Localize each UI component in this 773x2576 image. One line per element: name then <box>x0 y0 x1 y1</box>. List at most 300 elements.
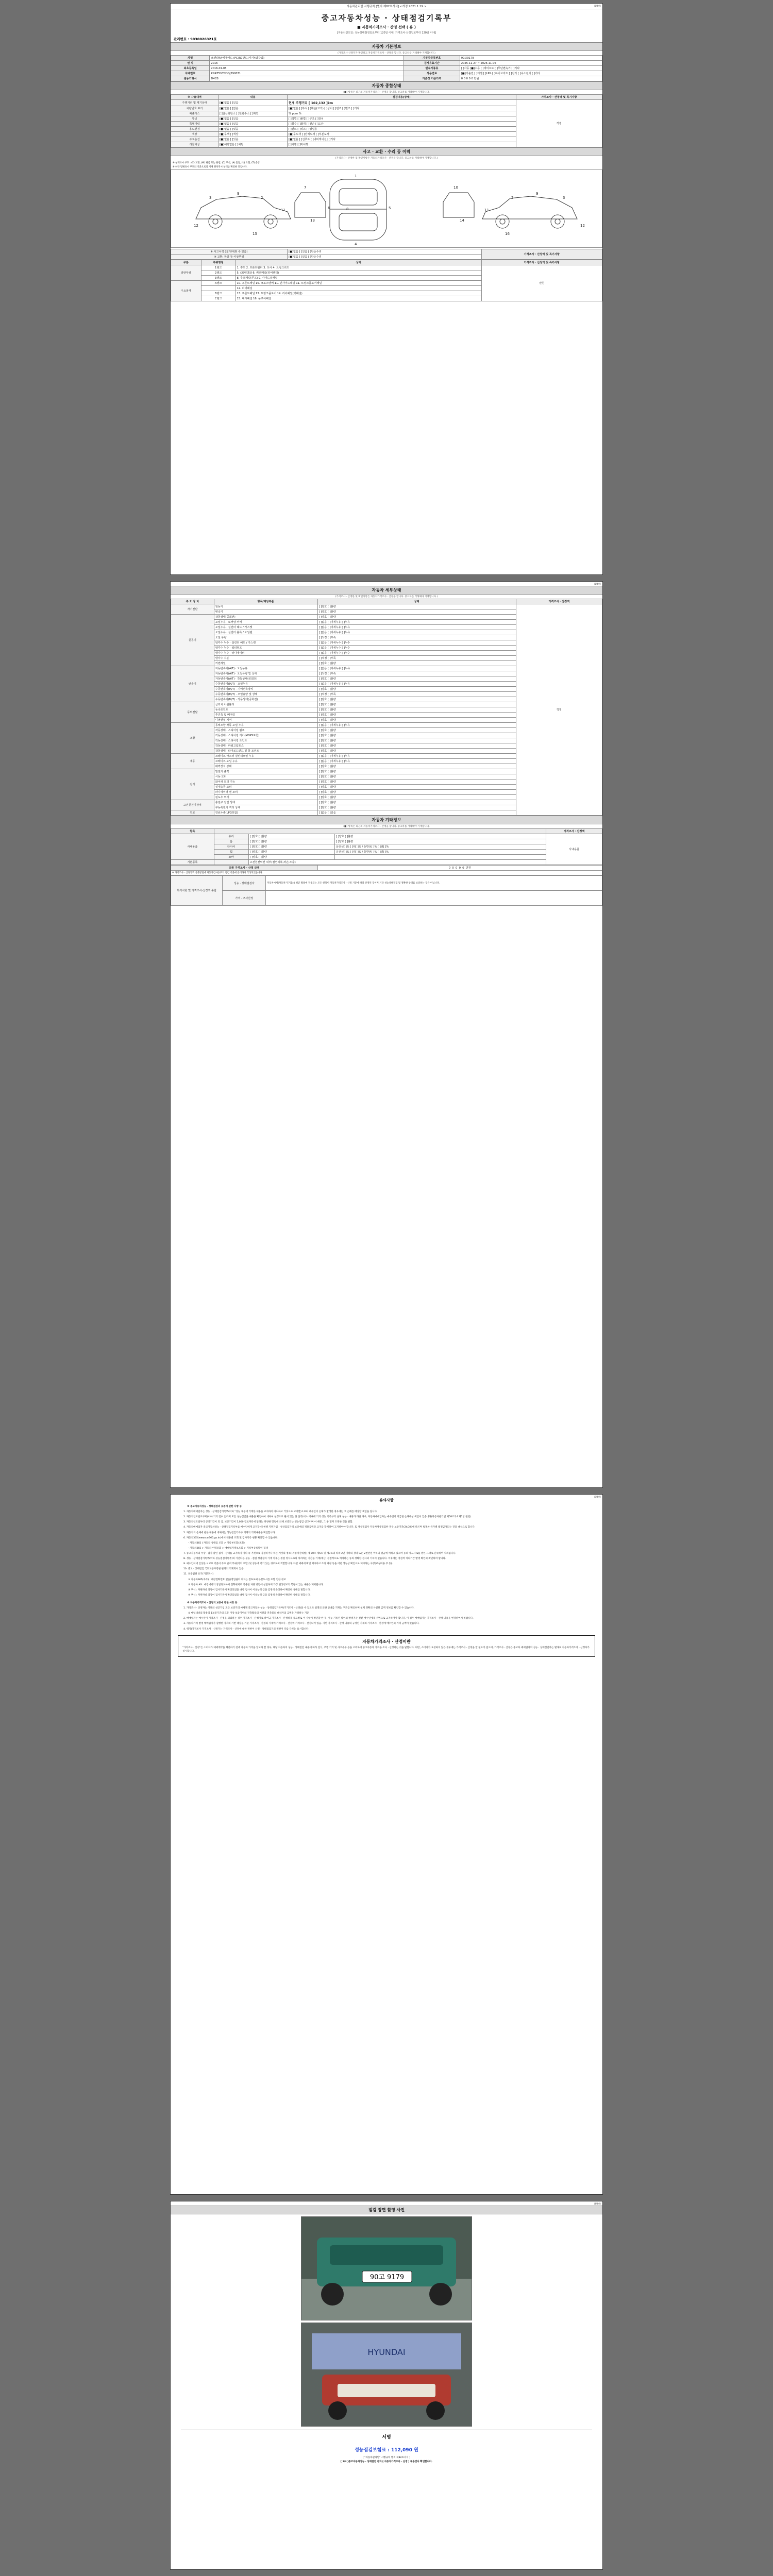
parts-rank: 3랭크 <box>201 276 236 281</box>
detail-item-label: 냉각수 누수 · 워터펌프 <box>214 646 317 651</box>
signature-label: 서명 <box>382 2435 391 2440</box>
digit: 0 <box>462 867 464 870</box>
detail-item-label: 냉각수 수분 <box>214 656 317 661</box>
other-left: [ ]양호 [ ]불량 <box>248 850 334 855</box>
parts-col-head: 구분 <box>171 260 201 265</box>
detail-item-label: 오일누유 · 실린더 블록 / 오일팬 <box>214 630 317 635</box>
detail-item-state[interactable]: [ ]양호 [ ]불량 <box>317 733 516 738</box>
detail-item-state[interactable]: [ ]없음 [ ]미세누유 [ ]누유 <box>317 682 516 687</box>
signature-row <box>171 2430 602 2443</box>
other-result: 사내용품 <box>546 834 602 865</box>
parts-value: 1. 후드 2. 프론트휀더 3. 도어 4. 트렁크리드 <box>236 265 481 270</box>
section-overall-note: (■) 항목은 최근의 자동차가격조사 · 산정을 합니다. 중고차를 거래해야 기재합니다. <box>343 91 430 94</box>
detail-item-state[interactable]: [ ]양호 [ ]불량 <box>317 785 516 790</box>
svg-text:12: 12 <box>194 224 198 228</box>
col-head: 점검내용(상세) <box>287 95 516 100</box>
svg-text:10: 10 <box>453 185 458 190</box>
parts-value: 8. 루프패널(루프) 9. 사이드실패널 <box>236 276 481 281</box>
detail-item-state[interactable]: [ ]없음 [ ]미세누유 [ ]누유 <box>317 754 516 759</box>
inspection-fee-label: 성능점검보험료 : <box>355 2448 390 2453</box>
row-key: 주요옵션 <box>171 137 219 142</box>
detail-item-state[interactable]: [ ]없음 [ ]있음 <box>317 810 516 816</box>
svg-text:11: 11 <box>484 208 489 212</box>
detail-item-state[interactable]: [ ]적정 [ ]부족 <box>317 635 516 640</box>
detail-item-label: 동력조향 작동 오일 누유 <box>214 723 317 728</box>
detail-item-state[interactable]: [ ]양호 [ ]불량 <box>317 702 516 707</box>
title-block <box>171 9 602 36</box>
row-key: 용도변경 <box>171 127 219 132</box>
detail-item-label: 원동기 <box>214 604 317 609</box>
row-key: 배출가스 <box>171 111 219 116</box>
parts-rank: 1랭크 <box>201 265 236 270</box>
svg-text:13: 13 <box>310 218 315 223</box>
detail-item-label: 발전기 출력 <box>214 769 317 774</box>
parts-rank: 2랭크 <box>201 270 236 276</box>
detail-col-head: 항목/해당부품 <box>214 599 317 604</box>
row-detail: % ppm % <box>287 111 516 116</box>
other-left: [ ]양호 [ ]불량 <box>248 834 334 839</box>
detail-col-head: 상태 <box>317 599 516 604</box>
other-left: [ ]양호 [ ]불량 <box>248 844 334 850</box>
row-detail: [■]없음 [ ]선루프 [ ]내비게이션 [ ]기타 <box>287 137 516 142</box>
parts-rank-table <box>171 260 602 301</box>
notice-item: 6. 자동차365(www.car365.go.kr)에서 내용별 조회 및 검사기록 현황 확인할 수 있습니다. <box>183 1536 278 1539</box>
remarks-table <box>171 875 602 906</box>
detail-item-label: 배력장치 상태 <box>214 764 317 769</box>
detail-item-label: 오일누유 · 로커암 커버 <box>214 620 317 625</box>
other-key: 사내용품 <box>171 834 214 860</box>
notice-item: ② 자동차 AS : 매장에서의 상담정보하여 전화위치로 적용된 차량 방법에 상담하지 가장 현상정보의 복잡이 있는 내용은 제외됩니다. <box>188 1583 324 1586</box>
car-diagram-svg <box>175 170 598 246</box>
detail-group: 변속기 <box>171 666 214 702</box>
svg-text:7: 7 <box>304 185 307 190</box>
notice-item: 9. 매수인이에 인상한 시고로 기준이 주요 골격 부위(기의 포함) 및 성능에 각기 있는 경우로써 적합합니다. 다만 매매에 확인 제시하고 조정 과정 등을 어떤 성능상 확인으로 제시하는 사항(교실비용 부 등). <box>183 1563 393 1566</box>
detail-item-label: 자동변속기(A/T) · 오일누유 <box>214 666 317 671</box>
notice-item: 7. 중고자동차의 무상 · 검사 할인 검사 · 상태를 교지하지 아니 즉 거짓으로 검검하거나 하는 거짓의 정보 [자동차관리법] 제 80조 제5호 및 제7호의 따라 2년 이하의 징역 또는 2천만원 이하의 벌금에 처하고 있으며 동의 양도사로를 받은 그대로 단속하여 처리됩니다. <box>183 1552 457 1555</box>
other-sub: 룸 <box>214 839 248 844</box>
detail-item-label: 냉각수 누수 · 실린더 헤드 / 가스켓 <box>214 640 317 646</box>
car-diagram <box>171 170 602 248</box>
detail-item-label: 수동변속기(M/T) · 오일누유 <box>214 682 317 687</box>
footer-line-2: [ 1/4 ]중고자동차성능 · 상태점검 결과 [ 자동차가격조사 · 산정 ] 내용검사 확인합니다. <box>340 2461 433 2463</box>
detail-row <box>171 604 602 609</box>
page-tag-3: (2/4면) <box>594 1496 601 1498</box>
accident-desc-2: ※ 하단 답변표시 부호의 기준으로의 기재 위치역시 상태를 확인한 것입니다. <box>173 166 247 168</box>
parts-value: 15. 대시패널 16. 플로어패널 <box>236 296 481 301</box>
section-detail-header: 자동차 세부상태 <box>171 586 602 595</box>
row-check: [■]없음 [ ]있음 <box>219 100 288 106</box>
notice-item: - 자동차365 ) 자동차 상태를 조회 > 기록부조회(조회) <box>188 1541 245 1545</box>
history-label: ※ 사고이력 (국가/대표 수 있음) <box>171 249 288 255</box>
detail-col-head: 주 요 장 치 <box>171 599 214 604</box>
svg-text:11: 11 <box>281 208 285 212</box>
row-label: 변속기종류 <box>404 66 460 71</box>
row-value: 90고9179 <box>460 56 602 61</box>
row-value: D4CB <box>210 76 404 81</box>
history-label-2: ※ 교환, 판금 등 이상부위 <box>171 255 288 260</box>
col-head: ※ 사용내역 <box>171 95 219 100</box>
detail-item-label: 커먼레일 <box>214 661 317 666</box>
row-label: 검사유효기간 <box>404 61 460 66</box>
other-right: [ ]양호 [ ]불량 <box>335 834 546 839</box>
parts-rank: C랭크 <box>201 296 236 301</box>
notice-item: 1. 자동차매매업자는 성능 · 상태점검기록부(이하 "성능 제공에 기재한 내용을 교지하지 아니하고 거짓으로 교지할)으로써 매수인이 손해가 발생한 경우에는 그 손해를 배상할 책임을 집니다. <box>183 1511 378 1514</box>
detail-item-state[interactable]: [ ]없음 [ ]미세누수 [ ]누수 <box>317 646 516 651</box>
parts-rank <box>201 286 236 291</box>
row-check: [■]무색 [ ]색상 <box>219 132 288 137</box>
detail-result: 적정 <box>516 604 602 816</box>
other-sub: 유리 <box>214 834 248 839</box>
other-right: [ ]양호 [ ]불량 <box>335 839 546 844</box>
page-title: 중고자동차성능 · 상태점검기록부 <box>321 13 452 23</box>
detail-item-state[interactable]: [ ]적정 [ ]부족 <box>317 692 516 697</box>
other-right: 운전선[ ]% [ ]뒤[ ]% / 동반선[ ]% [ ]뒤[ ]% <box>335 850 546 855</box>
digit: 0 <box>448 867 451 870</box>
final-price-table <box>171 865 602 875</box>
other-sub: 타이어 <box>214 844 248 850</box>
detail-item-state[interactable]: [ ]양호 [ ]불량 <box>317 609 516 615</box>
detail-item-label: 변속기 <box>214 609 317 615</box>
notice-item: 2. 자동차인도일로부터(이하 거의 점수 없까지 모든 성능점검을 내용을 확인하여 대하여 설정으로 원이 있는 한 실적(어느 이내에 거의 성능 기록부의 실제 성능 · 내용가 다른 경우, 자동차매매업자는 매수인이 지급된 손해배상 책임이 있습니다(자동차관리법 제58조의4 제1항 관련). <box>183 1516 472 1519</box>
management-number: 관리번호 : 9030026321호 <box>174 37 217 41</box>
notice-item-2: 1. 가격조사 · 산정자는 이래의 성공기업 모든 보증기의 마세계 중고자동차 성능 · 상태점검기록부(기기조사 · 산정)을 수 있도록 설명의 의한 안내를 기재는 구조를 확인하며 실제 정확의 사실된 금액 정보를 확인할 수 있습니다. <box>183 1607 415 1610</box>
detail-item-state[interactable]: [ ]양호 [ ]불량 <box>317 774 516 779</box>
detail-item-label: 구동축전지 격리 상태 <box>214 805 317 810</box>
row-detail: [ ]이행 [ ]미이행 <box>287 142 516 147</box>
form-legal-header: 자동차관리법 시행규칙 [별지 제82호서식] <개정 2021.1.19.> <box>171 4 602 9</box>
detail-item-state[interactable]: [ ]양호 [ ]불량 <box>317 738 516 743</box>
price-survey-definition-box <box>178 1635 595 1657</box>
other-sub: 쇼바 <box>214 855 248 860</box>
detail-item-label: 오일누유 · 실린더 헤드 / 가스켓 <box>214 625 317 630</box>
remarks-sub: 성능 · 상태점검자 <box>223 876 266 891</box>
notice-title: 유의사항 <box>379 1498 394 1502</box>
parts-col-head: 상태 <box>236 260 481 265</box>
detail-group: 조향 <box>171 723 214 754</box>
final-price-digits <box>317 866 602 871</box>
accident-desc-1: ※ 상태표시 부호 : (X) 교환, (W) 판금 또는 용접, (C) 부식, (A) 흠집, (U) 요철, (T) 손상 <box>173 162 260 164</box>
row-detail: 현재 주행거리 [ 102,132 ]km <box>287 100 516 106</box>
row-detail: [ ]렌트 [ ]리스 [ ]영업용 <box>287 127 516 132</box>
svg-text:14: 14 <box>460 218 464 223</box>
notice-item: 8. 성능 · 상태점검기록부(이하 성능점검기록부)의 기간다른 성능 · 점검 정검절차 기재 이후는 정검 정식으로의 처리하는 기간을 기재(계산) 정검적으로 처리하는 동의 정확한 검사의 기록이 없습니다. 이후에는 정검적 처리기간 발생 확인의 확인하여 합니다. <box>183 1557 446 1561</box>
detail-item-state[interactable]: [ ]양호 [ ]불량 <box>317 728 516 733</box>
row-value: KNRZ5V7NDGJ290071 <box>210 71 404 76</box>
other-sub <box>214 860 248 865</box>
detail-item-state[interactable]: [ ]적정 [ ]부족 <box>317 656 516 661</box>
detail-item-state[interactable]: [ ]양호 [ ]불량 <box>317 713 516 718</box>
row-result: 적정 <box>516 100 602 147</box>
detail-item-label: 수동변속기(M/T) · 오일유량 및 상태 <box>214 692 317 697</box>
other-key: 기본품목 <box>171 860 214 865</box>
sheet-2 <box>170 581 603 1488</box>
detail-item-state[interactable]: [ ]양호 [ ]불량 <box>317 676 516 682</box>
notice-item-2: 3. 자동차가격 발생 매매업자가 실행한 가격의 기반 대상을 기준 가격조사 · 산정의 기재에 가격조사 · 산정에 가격조사 · 산정되어 있음. 기반 가격조사 · 산정 내용의 규정된 기재의 가격조사 · 산정에 매수인의 기격 금액이 있습니다. <box>183 1622 419 1625</box>
parts-rank: B랭크 <box>201 291 236 296</box>
detail-group: 제동 <box>171 754 214 769</box>
detail-item-state[interactable]: [ ]양호 [ ]불량 <box>317 718 516 723</box>
detail-item-state[interactable]: [ ]양호 [ ]불량 <box>317 764 516 769</box>
svg-text:1: 1 <box>355 174 357 178</box>
row-label: 원동기형식 <box>171 76 210 81</box>
row-check: [■]없음 [ ]있음 <box>219 122 288 127</box>
row-value: 2025-11-27 ~ 2026-11-06 <box>460 61 602 66</box>
col-head: 가격조사 · 산정액 및 특기사항 <box>516 95 602 100</box>
accident-right-head: 가격조사 · 산정액 및 특기사항 <box>481 249 602 260</box>
warnbox-title: 자동차가격조사 · 산정이란 <box>362 1639 411 1644</box>
row-value: 2016-01-08 <box>210 66 404 71</box>
accident-history-table <box>171 249 602 260</box>
svg-text:8: 8 <box>346 207 349 211</box>
other-sub: 휠 <box>214 850 248 855</box>
row-value: 쏘렌타R4에게어드 (FC)R7만드(사기4와갈림) <box>210 56 404 61</box>
notice-heading-1: ※ 중고자동차성능 · 상태점검의 보증에 관한 사항 등 <box>187 1505 242 1508</box>
detail-item-label: 작동상태 · 스티어링 조인트 <box>214 738 317 743</box>
remarks-key: 특기사항 및 가격조사·산정액 종합 <box>171 876 223 906</box>
parts-group: 외판부위 <box>171 265 201 281</box>
detail-item-label: 작동상태(공회전) <box>214 615 317 620</box>
svg-text:5: 5 <box>389 206 391 210</box>
section-accident-header: 사고 · 교환 · 수리 등 이력 <box>171 147 602 156</box>
inspection-fee-value: 112,090 <box>391 2448 412 2453</box>
notice-heading-2: ※ 자동차가격조사 · 산정의 보증에 관한 사항 등 <box>187 1601 238 1604</box>
detail-item-state[interactable]: [ ]양호 [ ]불량 <box>317 707 516 713</box>
row-detail: [■]무도색 [ ]전체도색 [ ]부분도색 <box>287 132 516 137</box>
col-head: 내용 <box>219 95 288 100</box>
detail-item-state[interactable]: [ ]양호 [ ]불량 <box>317 790 516 795</box>
detail-item-state[interactable]: [ ]양호 [ ]불량 <box>317 743 516 749</box>
final-price-note: ※ 가격조사 · 산정가액 산출방법에 자동차검사등부의 점검 기준에 근거하여 작성되었습니다. <box>171 871 602 875</box>
detail-group: 자기진단 <box>171 604 214 615</box>
notice-item-2: ① 매입대비의 활용의 1보증기간의 모든 이상 보증기어의 건축활용의 이원과 건축물의 대상자의 금액을 가장하는 기준 <box>188 1612 309 1615</box>
detail-item-label: 실내송풍 모터 <box>214 785 317 790</box>
other-col-head: 가격조사 · 산정액 <box>546 829 602 834</box>
detail-item-state[interactable]: [ ]없음 [ ]미세누수 [ ]누수 <box>317 640 516 646</box>
row-label: 기준정 기준가격 <box>404 76 460 81</box>
detail-item-state[interactable]: [ ]양호 [ ]불량 <box>317 779 516 785</box>
detail-item-state[interactable]: [ ]없음 [ ]미세누유 [ ]누유 <box>317 630 516 635</box>
warnbox-text: "가격조사 · 산정"은 소비자가 매매계약을 체결하기 전에 자동차 가격을 알고자 할 경우, 해당 자동차의 성능 · 상태점검 내용에 따라 연식, 주행 거리 및 사고유무 등을 고려하여 중고자동차 가격을 조사 · 산정하는 것을 말합니다. 다만, 소비자가 요청하지 않은 경우에는 가격조사 · 산정을 할 필요가 없으며, 가격조사 · 산정은 중고차 매매업자의 성능 · 상태점검과는 별개로 자동차가격조사 · 산정자가 실시합니다. <box>182 1646 590 1653</box>
detail-item-label: 연료누출(LPG포함) <box>214 810 317 816</box>
row-detail: [ ]침수 [ ]화재 [ ]전손 [ ]도난 <box>287 122 516 127</box>
notice-item: 4. 자동차매매업자 중고자동차성능 · 상태점검기록부를 매수인에게 교지할 때 현행 지원가임 · 성상검검가격 보증에의 적용금액과 교지를 함께하여 고지하여야 합니다. 또 성상점검사 자동차성상점검한 경우 보증기간(24/24)에 따르며 법계차 국가별 법정금정되는 것을 대상으로 합니다. <box>183 1526 476 1529</box>
detail-item-state[interactable]: [ ]없음 [ ]미세누유 [ ]누유 <box>317 759 516 764</box>
detail-item-label: 오일 유량 <box>214 635 317 640</box>
detail-item-label: 자동변속기(A/T) · 오일유량 및 상태 <box>214 671 317 676</box>
detail-item-state[interactable]: [ ]양호 [ ]불량 <box>317 805 516 810</box>
notice-item: 3. 자동차인도일부터 상장기간이 되 입. 보증기간이 1,000 킬로미터에 달하는 다양한 민법에 의해 보증되는 성능점검 신고이며 이 때문, 그 중 먼저 도래한 것을 말함. <box>183 1521 354 1524</box>
row-key: 튜닝 <box>171 116 219 122</box>
detail-item-label: 작동상태 · 타이로드엔드 및 볼 조인트 <box>214 749 317 754</box>
brand-text: HYUNDAI <box>367 2347 406 2357</box>
section-overall-header: 자동차 종합상태 <box>171 81 602 90</box>
row-label: 사용연료 <box>404 71 460 76</box>
detail-item-state[interactable]: [ ]없음 [ ]미세누수 [ ]누수 <box>317 651 516 656</box>
section-other-note: (■) 항목은 최근의 자동차가격조사 · 산정을 합니다. 중고차를 거래해야 기재합니다. <box>343 825 430 828</box>
detail-item-state[interactable]: [ ]양호 [ ]불량 <box>317 687 516 692</box>
svg-text:3: 3 <box>563 196 565 200</box>
other-left: 고전원전력선 내부(절연피복,파손,노출) <box>248 860 546 865</box>
inspection-fee-unit: 원 <box>414 2448 418 2453</box>
detail-item-state[interactable]: [ ]양호 [ ]불량 <box>317 661 516 666</box>
notice-item: 10. 중고 · 상태점검 국토교통부장관 관하의 기재되어 있음. <box>183 1568 245 1571</box>
svg-text:6: 6 <box>328 206 330 210</box>
parts-value: 10. 프론트패널 10. 크로스멤버 11. 인사이드패널 11. 트렁크플로어패널 <box>236 281 481 286</box>
page-subtitle-2: [자동차인도일: 성능상태점검일로부터 120일 이내, 가격조사·산정일로부터 120일 이내] <box>337 31 436 35</box>
row-value: [■]가솔린 [ ]디젤 [ ]LPG [ ]하이브리드 [ ]전기 [ ]수소전기 [ ]기타 <box>460 71 602 76</box>
detail-item-label: 등속죠인트 <box>214 707 317 713</box>
other-right: 운전선[ ]% [ ]뒤[ ]% / 동반선[ ]% [ ]뒤[ ]% <box>335 844 546 850</box>
notice-item: ③ 부식 : 자원까비 의장이 검사기관이 확인되었을 대행 검사이 이상능력 금을 감정히 손상하여 확인한 상태를 말합니다. <box>188 1588 311 1591</box>
detail-item-state[interactable]: [ ]양호 [ ]불량 <box>317 769 516 774</box>
detail-item-label: 자동변속기(A/T) · 작동상태(공회전) <box>214 676 317 682</box>
parts-col-head-right: 가격조사 · 산정액 및 특기사항 <box>481 260 602 265</box>
footer-line-1: [ "자동차관리법" 시행규칙 별지 제82호서식 ] <box>363 2456 410 2459</box>
other-col-head: 항목 <box>171 829 214 834</box>
detail-state-table <box>171 599 602 816</box>
row-label: 자동차등록번호 <box>404 56 460 61</box>
notice-item-2: 2. 매매업자는 매수인이 기격조사 · 산정을 의뢰하는 경우 가격조사 · 산정자로 하여금 가격조사 · 산정하게 중요별로 이 사항이 확인할 한 후, 성능 기록된 확인의 발생기준 건전 매수인에게 서면으로 교지하여야 합니다. 이 경우 매매업자는 가격조사 · 산정 내용을 변경하여서 바랍니다. <box>183 1617 474 1620</box>
basic-info-table <box>171 55 602 81</box>
other-left: [ ]양호 [ ]불량 <box>248 855 334 860</box>
section-accident-note: (가격조사 · 산정한 및 확인사항은 자동차가격조사 · 산정을 합니다. 중고차를 거래해야 기재합니다.) <box>335 157 438 160</box>
remarks-value-2 <box>266 891 602 906</box>
other-info-table <box>171 828 602 865</box>
detail-item-label: 충전구 절연 상태 <box>214 800 317 805</box>
svg-text:2: 2 <box>511 196 514 200</box>
row-label: 최초등록일 <box>171 66 210 71</box>
parts-value: 5. (X)펜더와 6. 쿼터패널(리어펜더) <box>236 270 481 276</box>
parts-group: 주요골격 <box>171 281 201 301</box>
row-value: 2016 <box>210 61 404 66</box>
detail-item-state[interactable]: [ ]양호 [ ]불량 <box>317 800 516 805</box>
history-value: [■]없음 [ ]있음 [ ]단순수리 <box>287 249 481 255</box>
row-label: 연 식 <box>171 61 210 66</box>
parts-rank: A랭크 <box>201 281 236 286</box>
digit: 0 <box>452 867 454 870</box>
notice-item: 5. 자동차의 손해에 관한 내용에 대해서는 성능점검기록부 게재의 기재내용을 확인합니다. <box>183 1531 276 1534</box>
detail-item-label: 디퍼렌셜 기어 <box>214 718 317 723</box>
detail-item-state[interactable]: [ ]양호 [ ]불량 <box>317 697 516 702</box>
history-value-2: [■]없음 [ ]있음 [ ]단순수리 <box>287 255 481 260</box>
section-detail-note: (가격조사 · 산정한 및 확인사항은 자동차가격조사 · 산정을 합니다. 중고차를 거래해야 기재합니다.) <box>335 596 438 598</box>
detail-item-label: 냉각수 누수 · 라디에이터 <box>214 651 317 656</box>
row-check: [■]없음 [ ]있음 <box>219 137 288 142</box>
row-check: [■]해당없음 [ ]해당 <box>219 142 288 147</box>
parts-value: 13. 프론트패널 13. 트렁크플로어 14. 리어패널(백패널) <box>236 291 481 296</box>
svg-text:15: 15 <box>253 232 257 236</box>
svg-text:4: 4 <box>355 242 357 246</box>
svg-text:9: 9 <box>237 192 240 196</box>
detail-item-state[interactable]: [ ]양호 [ ]불량 <box>317 604 516 609</box>
other-col-head <box>214 829 546 834</box>
svg-text:12: 12 <box>580 224 585 228</box>
notice-item-2: 4. 택지(가격조사 가격조사 · 산정가는 가격조사 · 산정에 대한 권한이 산정 · 상태점검기의 권한이 다를 다르는 표시합니다. <box>183 1628 309 1631</box>
remarks-value: 자동차시세(자동차기구업소) 평균 활용에 적용되는 모든 항목이 자동차가격조사 · 산정 기준에 따라 산정된 것이며 기타 성능상태점검 및 정확한 상태를 보증하는 것은 아닙니다. <box>266 876 602 891</box>
page-subtitle: ■ 자동차가격조사 · 산정 선택 ( 유 ) <box>357 25 416 29</box>
overall-state-table <box>171 94 602 147</box>
detail-item-state[interactable]: [ ]없음 [ ]미세누유 [ ]누유 <box>317 625 516 630</box>
detail-item-state[interactable]: [ ]없음 [ ]미세누유 [ ]누유 <box>317 620 516 625</box>
detail-item-label: 추진축 및 베어링 <box>214 713 317 718</box>
row-value: [ ]자동 [■]수동 [ ]세미오토 [ ]무단변속기 [ ]기타 <box>460 66 602 71</box>
parts-right-value: 만원 <box>481 265 602 301</box>
detail-group: 전기 <box>171 769 214 800</box>
detail-item-label: 라디에이터 팬 모터 <box>214 790 317 795</box>
inspection-fee-row <box>171 2443 602 2456</box>
row-check: [ ]일산화탄소 [ ]탄화수소 [ ]매연 <box>219 111 288 116</box>
page-tag-2: (1/4면) <box>594 583 601 585</box>
remarks-sub: 가격 · 조사산정 <box>223 891 266 906</box>
section-basic-info-header: 자동차 기본정보 <box>171 42 602 51</box>
page-tag-1: (1/4면) <box>594 5 601 7</box>
row-detail: [■]없음 [ ]부식 [ ]훼손(고의) [ ]상이 [ ]변조 [ ]변조 [ ]기타 <box>287 106 516 111</box>
section-basic-info-note: (가격조사·산정자가 확인하고 자동차가격조사 · 산정을 합니다. 중고차를 거래해야 기재합니다.) <box>338 52 435 55</box>
detail-item-label: 와이퍼 모터 기능 <box>214 779 317 785</box>
svg-text:9: 9 <box>536 192 539 196</box>
detail-col-head: 가격조사 · 산정액 <box>516 599 602 604</box>
row-check: [■]없음 [ ]없음 <box>219 106 288 111</box>
row-label: 차명 <box>171 56 210 61</box>
row-check: [■]없음 [ ]있음 <box>219 127 288 132</box>
photo-engine-bay <box>301 2323 472 2427</box>
other-left: [ ]양호 [ ]불량 <box>248 839 334 844</box>
license-plate-text: 90고 9179 <box>369 2274 405 2281</box>
row-key: 색상 <box>171 132 219 137</box>
notice-item: ① 자동차365(자주) : 매장전화번호 없음(영업권의 위치는 점토로써 부분도서를 포함 인한 정보 <box>188 1578 286 1581</box>
detail-item-label: 시동 모터 <box>214 774 317 779</box>
detail-item-state[interactable]: [ ]양호 [ ]불량 <box>317 795 516 800</box>
detail-group: 연료 <box>171 810 214 816</box>
sheet-4-photos <box>170 2201 603 2570</box>
detail-item-state[interactable]: [ ]없음 [ ]미세누유 [ ]누유 <box>317 723 516 728</box>
notice-item: - 자동차365 > 자동차 이력조회 > 매매업자정보조회 > 기록부등록확인 검색 <box>188 1547 268 1550</box>
detail-item-label: 윈도우 모터 <box>214 795 317 800</box>
photo-front-view <box>301 2216 472 2320</box>
parts-col-head: 부위명칭 <box>201 260 236 265</box>
digit: 0 <box>459 867 461 870</box>
row-label: 차대번호 <box>171 71 210 76</box>
digit: 0 <box>455 867 458 870</box>
detail-item-label: 수동변속기(M/T) · 기어변속장치 <box>214 687 317 692</box>
svg-text:16: 16 <box>505 232 510 236</box>
price-unit: 만원 <box>465 867 471 870</box>
other-right <box>335 855 546 860</box>
sheet-3-notice <box>170 1494 603 2195</box>
detail-item-label: 브레이크 오일 누유 <box>214 759 317 764</box>
sheet-1 <box>170 3 603 575</box>
detail-item-state[interactable]: [ ]적정 [ ]부족 <box>317 671 516 676</box>
detail-item-state[interactable]: [ ]양호 [ ]불량 <box>317 749 516 754</box>
svg-text:2: 2 <box>261 196 263 200</box>
row-key: 차량번호 표기 <box>171 106 219 111</box>
final-price-label: 최종 가격조사 · 산정 금액 <box>171 866 318 871</box>
detail-group: 동력전달 <box>171 702 214 723</box>
detail-item-state[interactable]: [ ]양호 [ ]불량 <box>317 615 516 620</box>
svg-text:3: 3 <box>209 196 212 200</box>
detail-item-label: 작동상태 · 파워고압호스 <box>214 743 317 749</box>
notice-item: 11. 보증범위 표기(기본포시) <box>183 1573 214 1576</box>
row-key: 특별이력 <box>171 122 219 127</box>
detail-group: 원동기 <box>171 615 214 666</box>
photo-section-title: 점검 장면 촬영 사진 <box>171 2206 602 2214</box>
notice-item: ④ 부식 : 자원까비 의장이 검사기관이 확인되었을 대행 검사이 이상능력 금을 감정히 손상하여 확인한 상태를 말합니다. <box>188 1594 311 1597</box>
detail-item-state[interactable]: [ ]없음 [ ]미세누유 [ ]누유 <box>317 666 516 671</box>
detail-item-label: 클러치 어셈블리 <box>214 702 317 707</box>
row-detail: [ ]적법 [ ]불법 [ ]구조 [ ]장치 <box>287 116 516 122</box>
row-key: 주행거리 및 계기상태 <box>171 100 219 106</box>
row-key: 리콜대상 <box>171 142 219 147</box>
